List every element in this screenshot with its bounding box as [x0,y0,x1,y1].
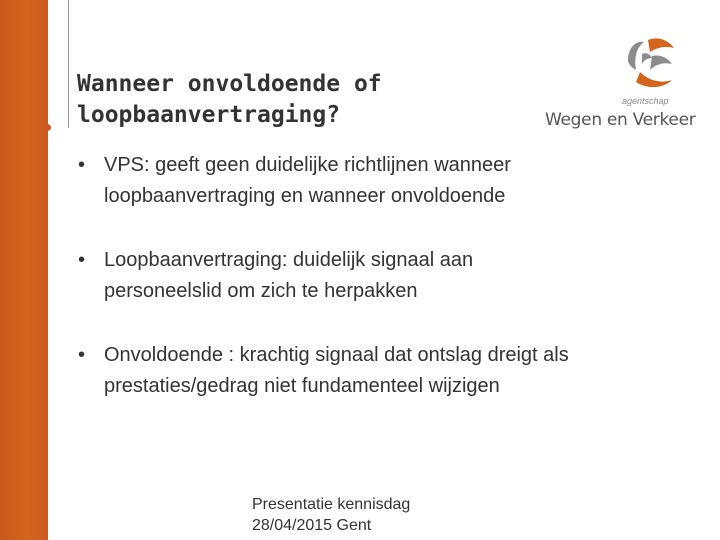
logo-gray-shape-right [650,55,672,70]
slide-title-line-1: Wanneer onvoldoende of [77,71,382,97]
bullet-text-line-2: loopbaanvertraging en wanneer onvoldoende [104,185,506,207]
bullet-item [78,150,688,212]
logo-agency-name: Wegen en Verkeer [545,110,696,130]
logo-gray-shape-small [642,53,652,64]
bullet-list [78,150,688,435]
footer-event-name: Presentatie kennisdag [252,496,411,513]
bullet-text-line-1: Loopbaanvertraging: duidelijk signaal aan [104,249,474,271]
logo-orange-shape-bottom [636,72,672,87]
agency-logo [536,30,696,134]
bullet-marker: • [78,154,86,176]
slide-footer [252,494,410,536]
wegen-en-verkeer-logo-icon [536,30,684,100]
bullet-marker: • [78,249,86,271]
logo-agency-label: agentschap [622,96,669,106]
side-divider-line [68,0,69,128]
slide-title [77,69,497,131]
bullet-item [78,340,688,402]
footer-date-location: 28/04/2015 Gent [252,517,372,534]
side-accent-dot [44,124,51,131]
bullet-text-line-1: Onvoldoende : krachtig signaal dat ontslag dreigt als [104,344,569,366]
logo-gray-shape-left [628,42,644,70]
logo-orange-shape-top [648,38,674,52]
bullet-marker: • [78,344,86,366]
slide-title-line-2: loopbaanvertraging? [77,102,341,128]
side-accent-bar [0,0,48,540]
bullet-text-line-1: VPS: geeft geen duidelijke richtlijnen wanneer [104,154,511,176]
bullet-item [78,245,688,307]
bullet-text-line-2: personeelslid om zich te herpakken [104,280,418,302]
bullet-text-line-2: prestaties/gedrag niet fundamenteel wijzigen [104,375,500,397]
